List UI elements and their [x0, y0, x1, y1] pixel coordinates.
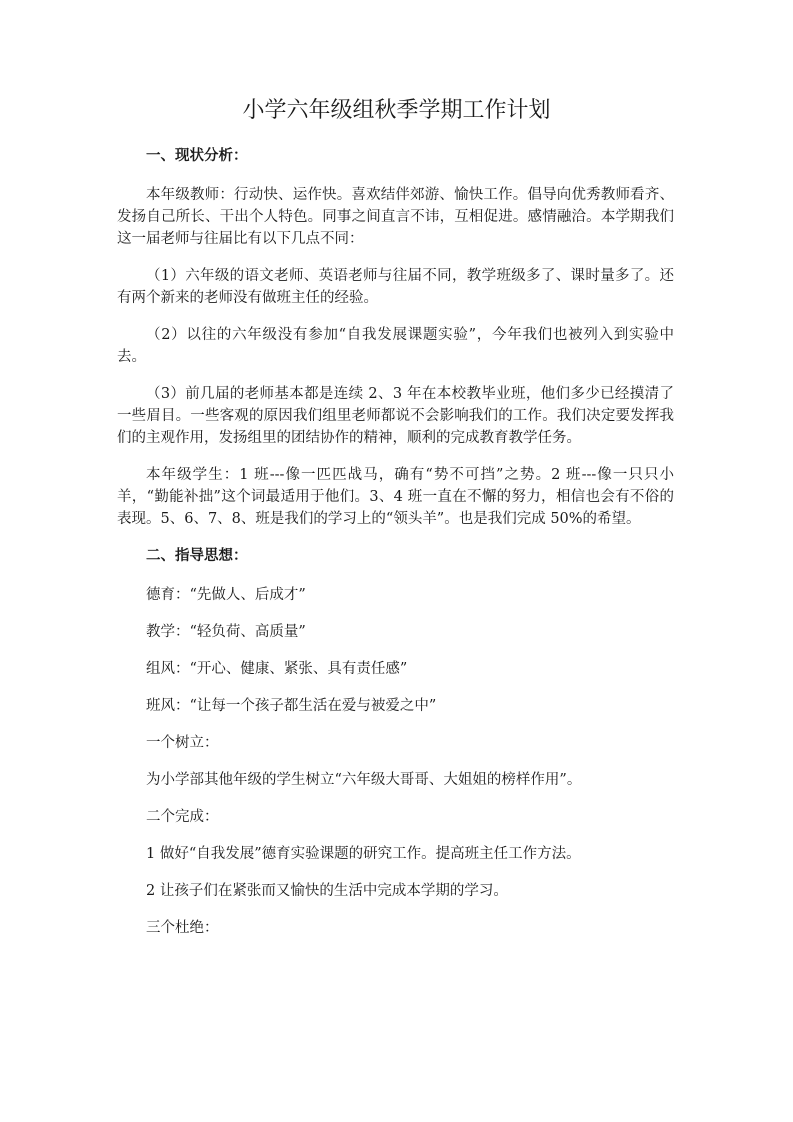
section-heading-guiding: 二、指导思想：: [146, 547, 248, 564]
guiding-two-complete: 二个完成：: [146, 809, 219, 825]
guiding-group-style: 组风：“开心、健康、紧张、具有责任感”: [146, 661, 408, 677]
document-body: [117, 145, 674, 954]
guiding-one-establish: 一个树立：: [146, 735, 219, 751]
section-heading-status: 一、现状分析：: [146, 147, 248, 164]
guiding-two-complete-item-1: 1 做好“自我发展”德育实验课题的研究工作。提高班主任工作方法。: [146, 846, 581, 862]
guiding-class-style: 班风：“让每一个孩子都生活在爱与被爱之中”: [146, 698, 437, 714]
guiding-two-complete-item-2: 2 让孩子们在紧张而又愉快的生活中完成本学期的学习。: [146, 883, 508, 899]
paragraph-point-1: （1）六年级的语文老师、英语老师与往届不同，教学班级多了、课时量多了。还有两个新来的老师没有做班主任的经验。: [117, 268, 674, 306]
paragraph-students: 本年级学生：1 班---像一匹匹战马，确有“势不可挡”之势。2 班---像一只只小羊，“勤能补拙”这个词最适用于他们。3、4 班一直在不懈的努力，相信也会有不俗的表现。5、6、7、8、班是我们的学习上的“领头羊”。也是我们完成 50%的希望。: [117, 467, 674, 527]
guiding-three-eliminate: 三个杜绝：: [146, 920, 219, 936]
guiding-moral: 德育：“先做人、后成才”: [146, 587, 306, 603]
paragraph-point-2: （2）以往的六年级没有参加“自我发展课题实验”，今年我们也被列入到实验中去。: [117, 327, 674, 365]
paragraph-teachers: 本年级教师：行动快、运作快。喜欢结伴郊游、愉快工作。倡导向优秀教师看齐、发扬自己所长、干出个人特色。同事之间直言不讳，互相促进。感情融洽。本学期我们这一届老师与往届比有以下几点不同：: [117, 187, 674, 247]
guiding-one-establish-detail: 为小学部其他年级的学生树立“六年级大哥哥、大姐姐的榜样作用”。: [146, 772, 582, 788]
document-title: 小学六年级组秋季学期工作计划: [242, 98, 551, 123]
guiding-teaching: 教学：“轻负荷、高质量”: [146, 624, 306, 640]
paragraph-point-3: （3）前几届的老师基本都是连续 2、3 年在本校教毕业班，他们多少已经摸清了一些眉目。一些客观的原因我们组里老师都说不会影响我们的工作。我们决定要发挥我们的主观作用，发扬组里的团结协作的精神，顺利的完成教育教学任务。: [117, 386, 674, 446]
